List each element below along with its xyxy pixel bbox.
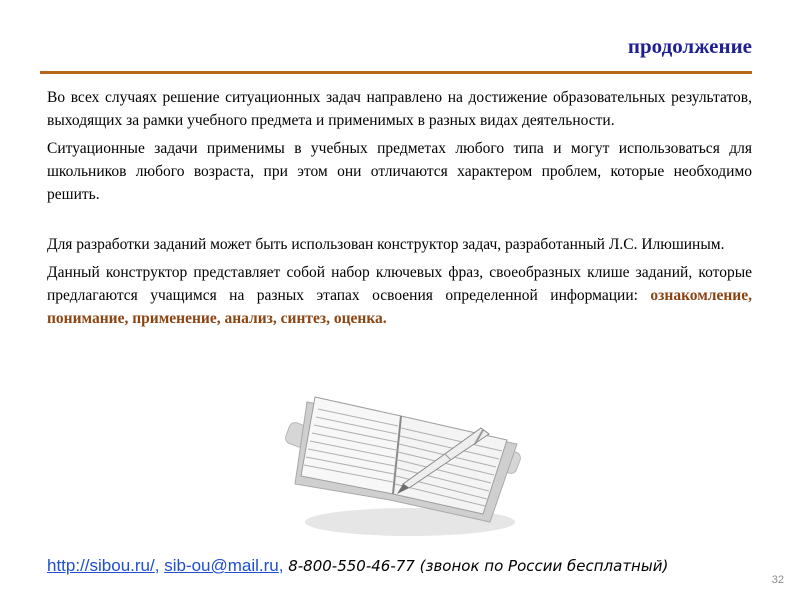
phone-text: 8-800-550-46-77 (звонок по России бесплатный) xyxy=(288,557,669,575)
slide-body xyxy=(47,86,752,335)
footer-contacts xyxy=(47,556,668,576)
paragraph-4-text: Данный конструктор представляет собой набор ключевых фраз, своеобразных клише заданий, которые предлагаются учащимся на разных этапах освоения определенной информации: xyxy=(47,264,752,304)
paragraph-1: Во всех случаях решение ситуационных задач направлено на достижение образовательных результатов, выходящих за рамки учебного предмета и применимых в разных видах деятельности. xyxy=(47,89,752,129)
paragraph-2: Ситуационные задачи применимы в учебных предметах любого типа и могут использоваться для школьников любого возраста, при этом они отличаются характером проблем, которые необходимо решить. xyxy=(47,140,752,203)
page-title: продолжение xyxy=(627,34,752,58)
paragraph-4 xyxy=(47,261,752,330)
page-number: 32 xyxy=(771,574,784,586)
separator: , xyxy=(278,556,289,575)
title-divider xyxy=(40,71,752,74)
notebook-with-pen-icon xyxy=(285,372,530,542)
paragraph-4-accent: ознакомление, понимание, применение, анализ, синтез, оценка. xyxy=(47,287,752,327)
separator: , xyxy=(154,556,165,575)
website-link[interactable]: http://sibou.ru/ xyxy=(47,556,155,575)
email-link[interactable]: sib-ou@mail.ru xyxy=(164,556,279,575)
paragraph-3: Для разработки заданий может быть использован конструктор задач, разработанный Л.С. Илюшиным. xyxy=(47,236,725,253)
